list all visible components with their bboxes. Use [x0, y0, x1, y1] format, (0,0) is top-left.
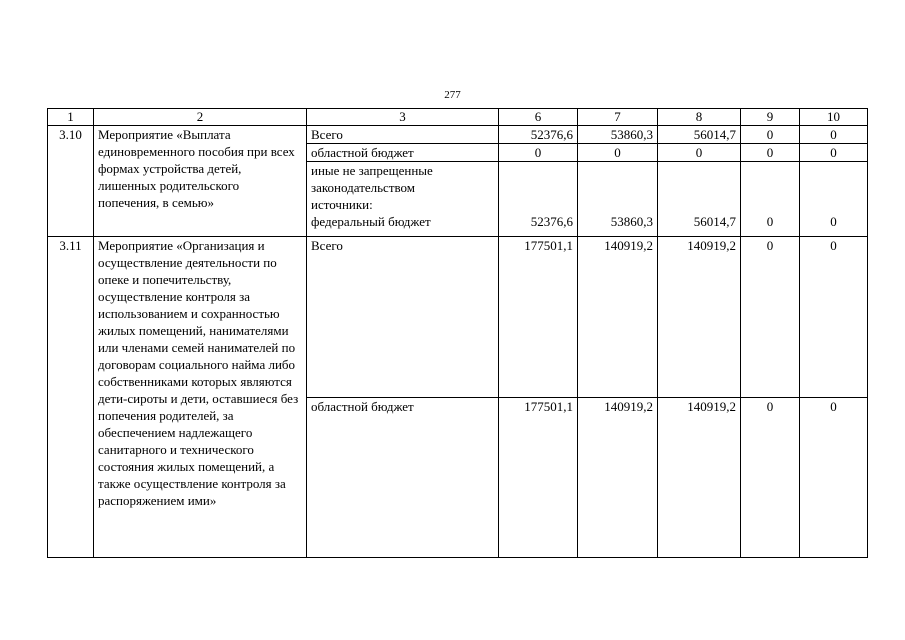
value-cell: 140919,2	[658, 237, 741, 398]
header-cell: 10	[800, 109, 868, 126]
value-cell: 52376,6	[499, 162, 578, 231]
value-cell: 0	[578, 144, 658, 162]
value-cell: 140919,2	[578, 397, 658, 558]
header-cell: 2	[94, 109, 307, 126]
source-label: областной бюджет	[307, 144, 499, 162]
row-id: 3.11	[48, 237, 94, 558]
value-cell: 0	[800, 237, 868, 398]
value-cell: 0	[800, 162, 868, 231]
value-cell: 0	[741, 162, 800, 231]
header-cell: 8	[658, 109, 741, 126]
table-row	[48, 126, 868, 144]
header-cell: 1	[48, 109, 94, 126]
source-label: областной бюджет	[307, 397, 499, 558]
value-cell: 0	[741, 126, 800, 144]
value-cell: 140919,2	[578, 237, 658, 398]
budget-table	[47, 108, 868, 558]
row-title: Мероприятие «Выплата единовременного пособия при всех формах устройства детей, лишенных родительского попечения, в семью»	[94, 126, 307, 237]
value-cell: 53860,3	[578, 126, 658, 144]
source-label-line: источники:	[311, 197, 373, 212]
row-id: 3.10	[48, 126, 94, 237]
value-cell: 177501,1	[499, 237, 578, 398]
value-cell: 0	[499, 144, 578, 162]
source-label: Всего	[307, 126, 499, 144]
header-cell: 3	[307, 109, 499, 126]
value-cell: 0	[741, 397, 800, 558]
value-cell: 0	[741, 144, 800, 162]
value-cell: 52376,6	[499, 126, 578, 144]
table-row	[48, 237, 868, 398]
value-cell: 0	[800, 397, 868, 558]
header-cell: 9	[741, 109, 800, 126]
value-cell: 53860,3	[578, 162, 658, 231]
value-cell: 177501,1	[499, 397, 578, 558]
source-label-line: иные не запрещенные	[311, 163, 433, 178]
source-label-line: федеральный бюджет	[311, 214, 431, 229]
value-cell: 0	[658, 144, 741, 162]
header-cell: 7	[578, 109, 658, 126]
header-cell: 6	[499, 109, 578, 126]
header-row	[48, 109, 868, 126]
source-label-line: законодательством	[311, 180, 416, 195]
value-cell: 56014,7	[658, 126, 741, 144]
value-cell: 0	[741, 237, 800, 398]
page-number: 277	[444, 89, 461, 101]
value-cell: 140919,2	[658, 397, 741, 558]
row-title: Мероприятие «Организация и осуществление деятельности по опеке и попечительству, осуществление контроля за использованием и сохранностью жилых помещений, нанимателями или членами семей нанимателей по договорам социального найма либо собственниками которых являются дети-сироты и дети, оставшиеся без попечения родителей, за обеспечением надлежащего санитарного и технического состояния жилых помещений, а также осуществление контроля за распоряжением ими»	[94, 237, 307, 558]
source-label: Всего	[307, 237, 499, 398]
value-cell: 0	[800, 144, 868, 162]
value-cell: 0	[800, 126, 868, 144]
source-label-multiline	[307, 162, 499, 231]
value-cell: 56014,7	[658, 162, 741, 231]
